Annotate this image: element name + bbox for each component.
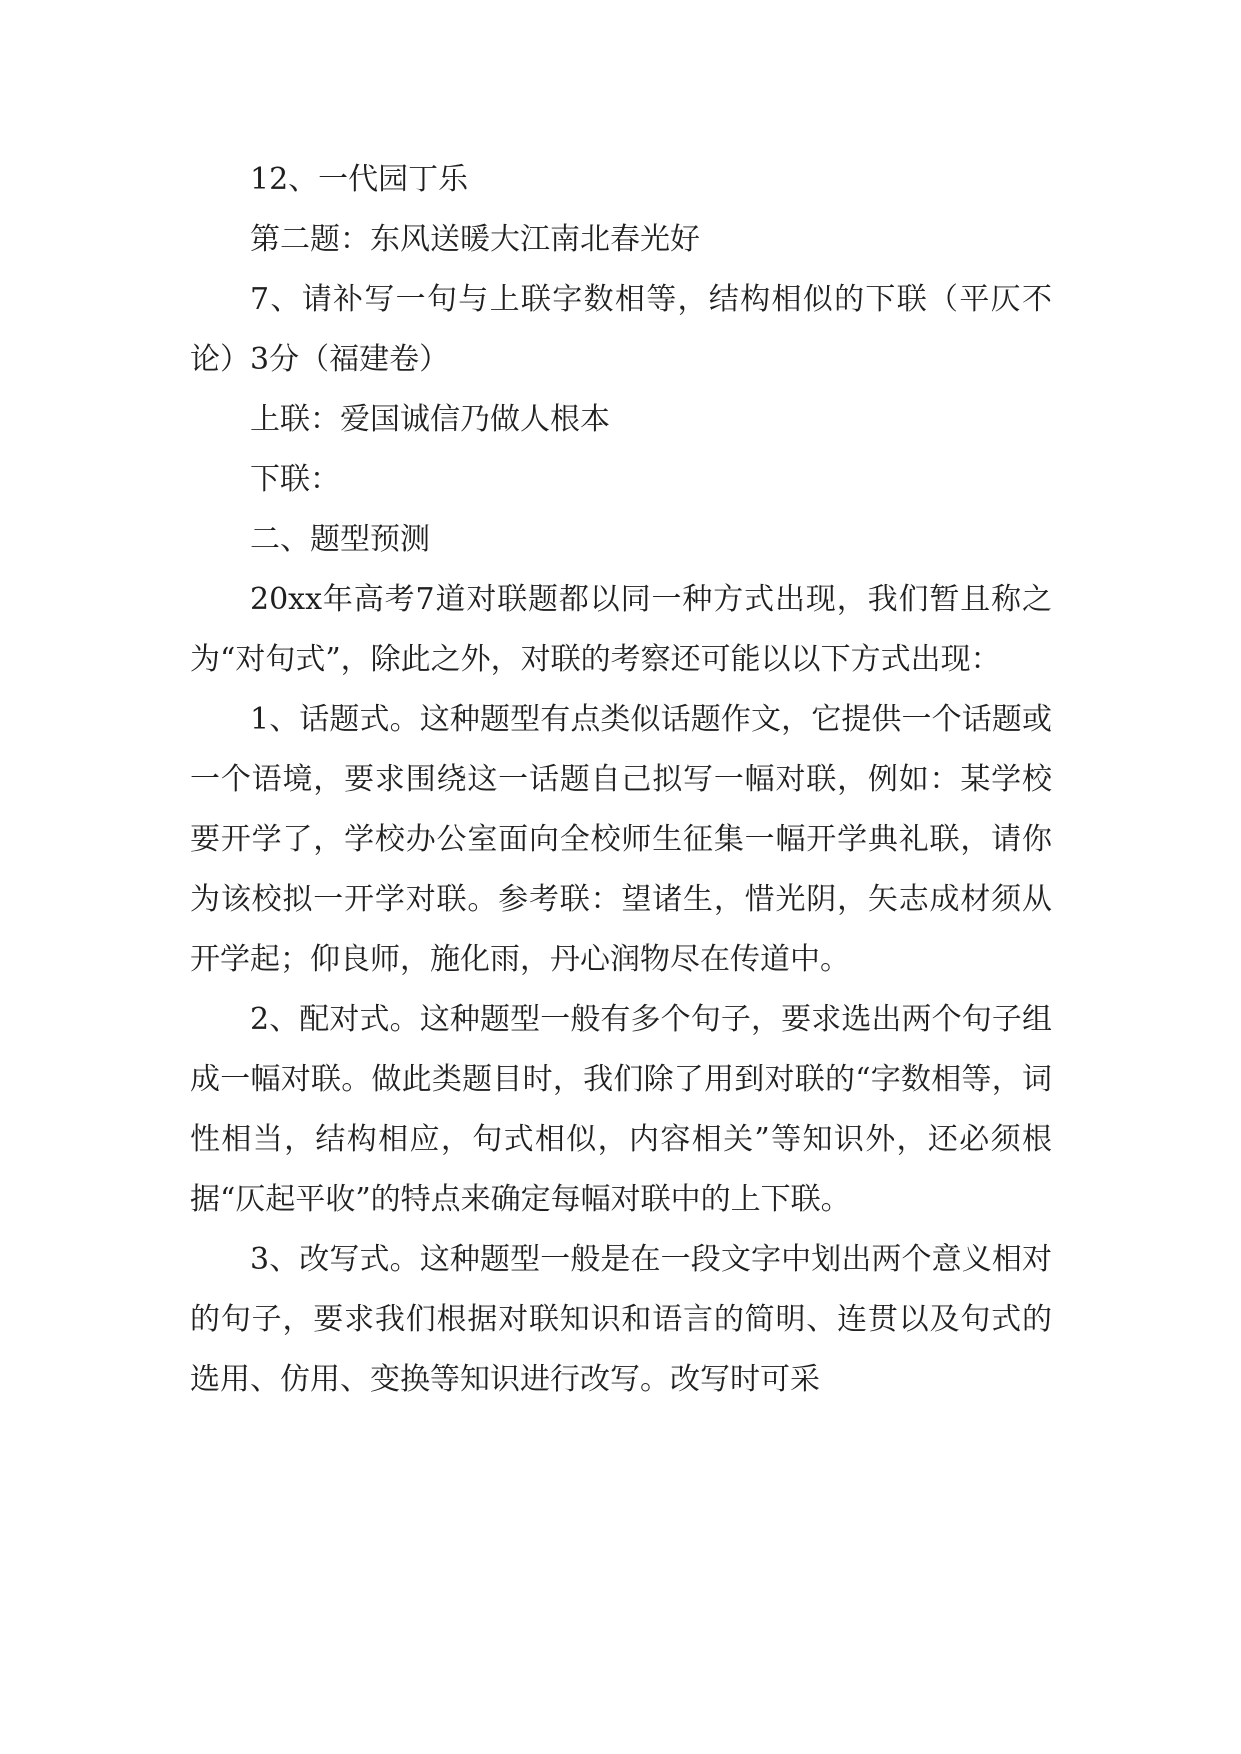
paragraph-intro: 20xx年高考7道对联题都以同一种方式出现，我们暂且称之为“对句式”，除此之外，对联的考察还可能以以下方式出现：: [190, 582, 1052, 677]
paragraph-topic-type: 1、话题式。这种题型有点类似话题作文，它提供一个话题或一个语境，要求围绕这一话题自己拟写一幅对联，例如：某学校要开学了，学校办公室面向全校师生征集一幅开学典礼联，请你为该校拟一开学对联。参考联：望诸生，惜光阴，矢志成材须从开学起；仰良师，施化雨，丹心润物尽在传道中。: [190, 702, 1052, 977]
paragraph-item-12: 12、一代园丁乐: [250, 162, 469, 197]
paragraph-matching-type: 2、配对式。这种题型一般有多个句子，要求选出两个句子组成一幅对联。做此类题目时，我们除了用到对联的“字数相等，词性相当，结构相应，句式相似，内容相关”等知识外，还必须根据“仄起平收”的特点来确定每幅对联中的上下联。: [190, 1002, 1052, 1217]
paragraph-upper-couplet: 上联：爱国诚信乃做人根本: [250, 402, 610, 437]
document-body: [190, 150, 1052, 1410]
paragraph-question-7: 7、请补写一句与上联字数相等，结构相似的下联（平仄不论）3分（福建卷）: [190, 282, 1052, 377]
paragraph-rewrite-type: 3、改写式。这种题型一般是在一段文字中划出两个意义相对的句子，要求我们根据对联知识和语言的简明、连贯以及句式的选用、仿用、变换等知识进行改写。改写时可采: [190, 1242, 1052, 1397]
paragraph-question-two: 第二题：东风送暖大江南北春光好: [250, 222, 700, 257]
paragraph-lower-couplet: 下联：: [250, 462, 340, 497]
section-heading-prediction: 二、题型预测: [250, 522, 430, 557]
